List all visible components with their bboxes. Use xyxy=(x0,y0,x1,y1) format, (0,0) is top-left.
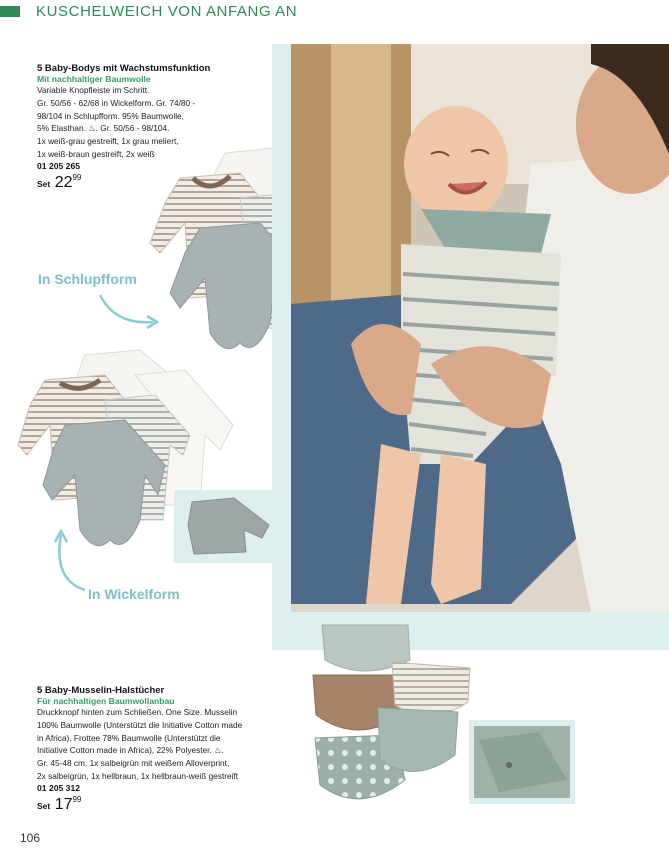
page-heading: KUSCHELWEICH VON ANFANG AN xyxy=(36,3,298,20)
page-number: 106 xyxy=(20,831,41,845)
price: Set $17^{99}$ xyxy=(37,794,82,813)
product-description: Variable Knopfleiste im Schritt. Gr. 50/56 - 62/68 in Wickelform. Gr. 74/80 - 98/104 in Schlupfform. 95% Baumwolle, 5% Elasthan. ♨. Gr. 50/56 - 98/104. 1x weiß-grau gestreift, 1x grau meliert, 1x weiß-braun gestreift, 2x weiß xyxy=(37,85,196,159)
product-subtitle: Für nachhaltigen Baumwollanbau xyxy=(37,696,175,706)
body-detail-thumbnail xyxy=(174,490,279,563)
product-title: 5 Baby-Musselin-Halstücher xyxy=(37,685,165,696)
label-schlupfform: In Schlupfform xyxy=(38,271,137,287)
bib-detail-thumbnail xyxy=(469,720,575,804)
article-number: 01 205 312 xyxy=(37,782,81,793)
product-subtitle: Mit nachhaltiger Baumwolle xyxy=(37,74,151,84)
header-accent-bar xyxy=(0,6,20,17)
product-title: 5 Baby-Bodys mit Wachstumsfunktion xyxy=(37,63,211,74)
product-halstuecher-info xyxy=(37,685,297,814)
price: Set $22^{99}$ xyxy=(37,172,82,191)
bib-detail-image xyxy=(469,720,575,804)
arrow-curve-icon xyxy=(95,290,165,330)
body-detail-image xyxy=(174,490,279,563)
label-wickelform: In Wickelform xyxy=(88,586,180,602)
product-description: Druckknopf hinten zum Schließen. One Size. Musselin 100% Baumwolle (Unterstützt die Initiative Cotton made in Africa). Frottee 78% Baumwolle (Unterstützt die Initiative Cotton made in Africa), 22% Polyester. ♨. Gr. 45-48 cm. 1x salbeigrün mit weißem Alloverprint, 2x salbeigrün, 1x hellbraun, 1x hellbraun-weiß gestreift xyxy=(37,707,243,781)
mother-baby-photo xyxy=(291,44,669,612)
article-number: 01 205 265 xyxy=(37,160,81,171)
arrow-curve-up-icon xyxy=(45,525,95,595)
mother-baby-image xyxy=(291,44,669,612)
halstuecher-image xyxy=(310,620,475,820)
